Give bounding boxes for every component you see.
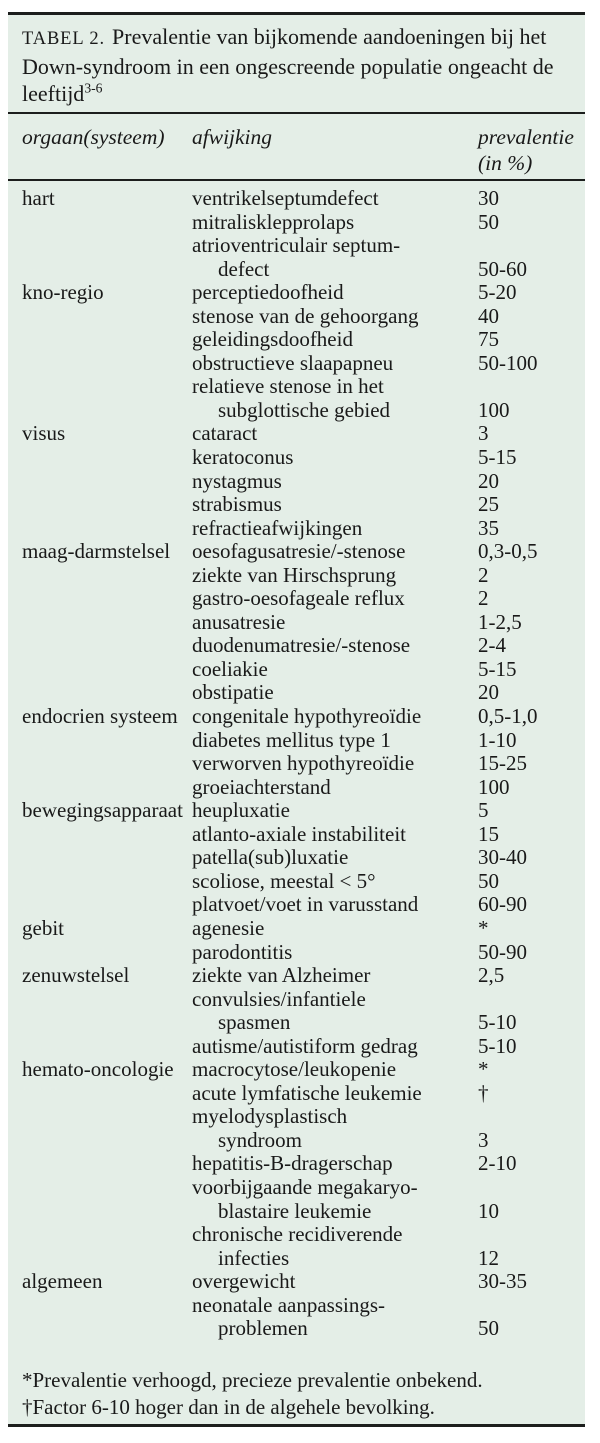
prevalence-cell: 5-10 [478, 1010, 517, 1035]
header-prevalence-line-2: (in %) [478, 150, 533, 175]
condition-cell: congenitale hypothyreoïdie [192, 704, 422, 729]
table-row [22, 587, 585, 611]
organ-cell: gebit [22, 915, 64, 940]
prevalence-cell: 30-35 [478, 1269, 527, 1294]
organ-cell [22, 1223, 192, 1247]
prevalence-cell: 50 [478, 868, 499, 893]
table-row [22, 1317, 585, 1341]
organ-cell [22, 399, 192, 423]
prevalence-cell: 40 [478, 303, 499, 328]
condition-cell: heupluxatie [192, 798, 290, 823]
condition-cell: ziekte van Alzheimer [192, 963, 371, 988]
table-row [22, 305, 585, 329]
condition-cell: stenose van de gehoorgang [192, 303, 419, 328]
prevalence-cell: 1-2,5 [478, 609, 522, 634]
condition-cell: keratoconus [192, 445, 294, 470]
prevalence-cell: 2 [478, 562, 489, 587]
caption-text-1: Prevalentie van bijkomende aandoeningen bij het [112, 24, 547, 49]
table-row [22, 964, 585, 988]
organ-cell: hart [22, 186, 55, 210]
condition-cell: perceptiedoofheid [192, 280, 344, 305]
organ-cell: hemato-oncologie [22, 1057, 174, 1082]
table-row [22, 422, 585, 446]
prevalence-cell [478, 988, 585, 1012]
caption-line-2: Down-syndroom in een ongescreende populatie ongeacht de [22, 53, 554, 79]
table-row [22, 1294, 585, 1318]
table-row [22, 1223, 585, 1247]
table-row [22, 705, 585, 729]
organ-cell [22, 470, 192, 494]
organ-cell [22, 1035, 192, 1059]
table-number-label: TABEL 2. [22, 28, 106, 48]
table-row [22, 493, 585, 517]
organ-cell: maag-darmstelsel [22, 539, 171, 564]
table-row [22, 988, 585, 1012]
condition-cell: strabismus [192, 492, 282, 517]
organ-cell [22, 1200, 192, 1224]
table-row [22, 281, 585, 305]
prevalence-cell: 60-90 [478, 892, 527, 917]
condition-cell: duodenumatresie/-stenose [192, 633, 411, 658]
condition-cell: chronische recidiverende [192, 1222, 403, 1247]
condition-cell: oesofagusatresie/-stenose [192, 539, 406, 564]
table-row [22, 540, 585, 564]
table-row [22, 187, 585, 211]
footnote-dagger: †Factor 6-10 hoger dan in de algehele bevolking. [22, 1394, 435, 1419]
condition-cell: patella(sub)luxatie [192, 845, 349, 870]
organ-cell [22, 776, 192, 800]
prevalence-cell: 2 [478, 586, 489, 611]
condition-cell: groeiachterstand [192, 774, 331, 799]
header-organ: orgaan(systeem) [22, 124, 165, 149]
condition-cell: voorbijgaande megakaryo- [192, 1174, 418, 1199]
organ-cell [22, 493, 192, 517]
table-row [22, 1058, 585, 1082]
table-row [22, 328, 585, 352]
table-row [22, 752, 585, 776]
organ-cell: visus [22, 421, 66, 446]
table-row [22, 1270, 585, 1294]
condition-cell: hepatitis-B-dragerschap [192, 1151, 393, 1176]
prevalence-cell: 12 [478, 1245, 499, 1270]
table-header-row [8, 114, 585, 176]
table-row [22, 352, 585, 376]
condition-cell: blastaire leukemie [218, 1198, 372, 1223]
prevalence-cell: 25 [478, 492, 499, 517]
table-row [22, 1105, 585, 1129]
prevalence-cell: 15 [478, 821, 499, 846]
condition-cell: neonatale aanpassings- [192, 1292, 386, 1317]
organ-cell: algemeen [22, 1269, 103, 1294]
table-row [22, 399, 585, 423]
table-row [22, 917, 585, 941]
header-prevalence-line-1: prevalentie [478, 124, 574, 149]
organ-cell [22, 375, 192, 399]
prevalence-cell: * [478, 915, 489, 940]
table-row [22, 729, 585, 753]
footnote-asterisk: *Prevalentie verhoogd, precieze prevalentie onbekend. [22, 1367, 483, 1392]
organ-cell [22, 234, 192, 258]
prevalence-cell [478, 1105, 585, 1129]
caption-line-1 [22, 23, 583, 53]
prevalence-cell: 30 [478, 186, 499, 210]
condition-cell: nystagmus [192, 468, 282, 493]
prevalence-cell: 1-10 [478, 727, 517, 752]
condition-cell: atlanto-axiale instabiliteit [192, 821, 407, 846]
table-row [22, 1200, 585, 1224]
caption-text-3: leeftijd [22, 81, 85, 106]
organ-cell: endocrien systeem [22, 704, 178, 729]
organ-cell: zenuwstelsel [22, 963, 130, 988]
prevalence-cell: 5-15 [478, 656, 517, 681]
organ-cell [22, 1152, 192, 1176]
table-row [22, 1176, 585, 1200]
prevalence-cell: 5-20 [478, 280, 517, 305]
organ-cell [22, 1294, 192, 1318]
table-row [22, 1152, 585, 1176]
prevalence-cell: 50 [478, 209, 499, 234]
table-row [22, 1035, 585, 1059]
table-row [22, 446, 585, 470]
table-row [22, 681, 585, 705]
condition-cell: mitralisklepprolaps [192, 209, 355, 234]
condition-cell: anusatresie [192, 609, 286, 634]
condition-cell: diabetes mellitus type 1 [192, 727, 391, 752]
condition-cell: overgewicht [192, 1269, 296, 1294]
organ-cell: bewegingsapparaat [22, 798, 183, 823]
prevalence-cell: 2-10 [478, 1151, 517, 1176]
prevalence-cell: 35 [478, 515, 499, 540]
prevalence-cell: 10 [478, 1198, 499, 1223]
organ-cell [22, 893, 192, 917]
organ-cell [22, 1129, 192, 1153]
prevalence-cell: 100 [478, 774, 510, 799]
organ-cell [22, 1247, 192, 1271]
condition-cell: macrocytose/leukopenie [192, 1057, 397, 1082]
condition-cell: infecties [218, 1245, 290, 1270]
condition-cell: subglottische gebied [218, 397, 391, 422]
prevalence-cell: 5-15 [478, 445, 517, 470]
prevalence-cell: 50-100 [478, 350, 538, 375]
table-row [22, 941, 585, 965]
prevalence-cell: * [478, 1057, 489, 1082]
table-panel [8, 12, 585, 1427]
organ-cell [22, 752, 192, 776]
condition-cell: acute lymfatische leukemie [192, 1080, 422, 1105]
organ-cell [22, 328, 192, 352]
table-row [22, 470, 585, 494]
table-caption [8, 15, 585, 108]
condition-cell: geleidingsdoofheid [192, 327, 353, 352]
table-row [22, 870, 585, 894]
table-row [22, 1247, 585, 1271]
footnotes [8, 1341, 585, 1424]
condition-cell: syndroom [218, 1127, 302, 1152]
prevalence-cell: 75 [478, 327, 499, 352]
organ-cell [22, 846, 192, 870]
prevalence-cell [478, 1294, 585, 1318]
table-row [22, 1011, 585, 1035]
condition-cell: atrioventriculair septum- [192, 233, 401, 258]
condition-cell: platvoet/voet in varusstand [192, 892, 419, 917]
table-row [22, 211, 585, 235]
condition-cell: cataract [192, 421, 258, 446]
prevalence-cell: 50-90 [478, 939, 527, 964]
table-row [22, 658, 585, 682]
table-row [22, 517, 585, 541]
organ-cell [22, 587, 192, 611]
condition-cell: problemen [218, 1316, 308, 1341]
organ-cell: kno-regio [22, 280, 104, 305]
organ-cell [22, 1082, 192, 1106]
organ-cell [22, 1317, 192, 1341]
prevalence-cell [478, 1176, 585, 1200]
condition-cell: coeliakie [192, 656, 268, 681]
prevalence-cell: 20 [478, 680, 499, 705]
organ-cell [22, 305, 192, 329]
condition-cell: obstructieve slaapapneu [192, 350, 394, 375]
table-row [22, 634, 585, 658]
organ-cell [22, 211, 192, 235]
condition-cell: verworven hypothyreoïdie [192, 751, 415, 776]
organ-cell [22, 1105, 192, 1129]
organ-cell [22, 446, 192, 470]
condition-cell: defect [218, 256, 270, 281]
organ-cell [22, 611, 192, 635]
table-row [22, 564, 585, 588]
organ-cell [22, 823, 192, 847]
prevalence-cell: 50-60 [478, 256, 527, 281]
table-row [22, 375, 585, 399]
organ-cell [22, 729, 192, 753]
prevalence-cell: 5 [478, 798, 489, 823]
prevalence-cell: 3 [478, 1127, 489, 1152]
condition-cell: parodontitis [192, 939, 293, 964]
organ-cell [22, 517, 192, 541]
table-row [22, 1082, 585, 1106]
prevalence-cell [478, 234, 585, 258]
organ-cell [22, 681, 192, 705]
organ-cell [22, 564, 192, 588]
header-prevalence [478, 124, 585, 176]
table-row [22, 799, 585, 823]
prevalence-cell: 2,5 [478, 963, 505, 988]
organ-cell [22, 258, 192, 282]
prevalence-cell: 0,3-0,5 [478, 539, 538, 564]
header-condition: afwijking [192, 124, 273, 149]
condition-cell: obstipatie [192, 680, 274, 705]
prevalence-cell: 2-4 [478, 633, 506, 658]
prevalence-cell: 30-40 [478, 845, 527, 870]
organ-cell [22, 352, 192, 376]
organ-cell [22, 941, 192, 965]
prevalence-cell [478, 1223, 585, 1247]
prevalence-cell: 3 [478, 421, 489, 446]
prevalence-cell: 15-25 [478, 751, 527, 776]
prevalence-cell: † [478, 1080, 489, 1105]
condition-cell: myelodysplastisch [192, 1104, 348, 1129]
condition-cell: relatieve stenose in het [192, 374, 384, 399]
prevalence-cell: 100 [478, 397, 510, 422]
table-row [22, 893, 585, 917]
condition-cell: spasmen [218, 1010, 291, 1035]
reference-superscript: 3-6 [84, 80, 103, 96]
table-row [22, 234, 585, 258]
organ-cell [22, 634, 192, 658]
table-body [8, 181, 585, 1341]
organ-cell [22, 1176, 192, 1200]
condition-cell: refractieafwijkingen [192, 515, 363, 540]
table-row [22, 846, 585, 870]
table-row [22, 611, 585, 635]
organ-cell [22, 870, 192, 894]
condition-cell: convulsies/infantiele [192, 986, 366, 1011]
prevalence-cell: 50 [478, 1316, 499, 1341]
organ-cell [22, 988, 192, 1012]
condition-cell: scoliose, meestal < 5° [192, 868, 376, 893]
table-row [22, 776, 585, 800]
prevalence-cell: 0,5-1,0 [478, 704, 538, 729]
prevalence-cell: 5-10 [478, 1033, 517, 1058]
table-row [22, 823, 585, 847]
table-row [22, 1129, 585, 1153]
prevalence-cell: 20 [478, 468, 499, 493]
table-row [22, 258, 585, 282]
condition-cell: agenesie [192, 915, 265, 940]
condition-cell: ventrikelseptumdefect [192, 186, 379, 210]
condition-cell: ziekte van Hirschsprung [192, 562, 397, 587]
prevalence-cell [478, 375, 585, 399]
organ-cell [22, 1011, 192, 1035]
organ-cell [22, 658, 192, 682]
caption-line-3 [22, 80, 583, 108]
condition-cell: gastro-oesofageale reflux [192, 586, 405, 611]
condition-cell: autisme/autistiform gedrag [192, 1033, 418, 1058]
